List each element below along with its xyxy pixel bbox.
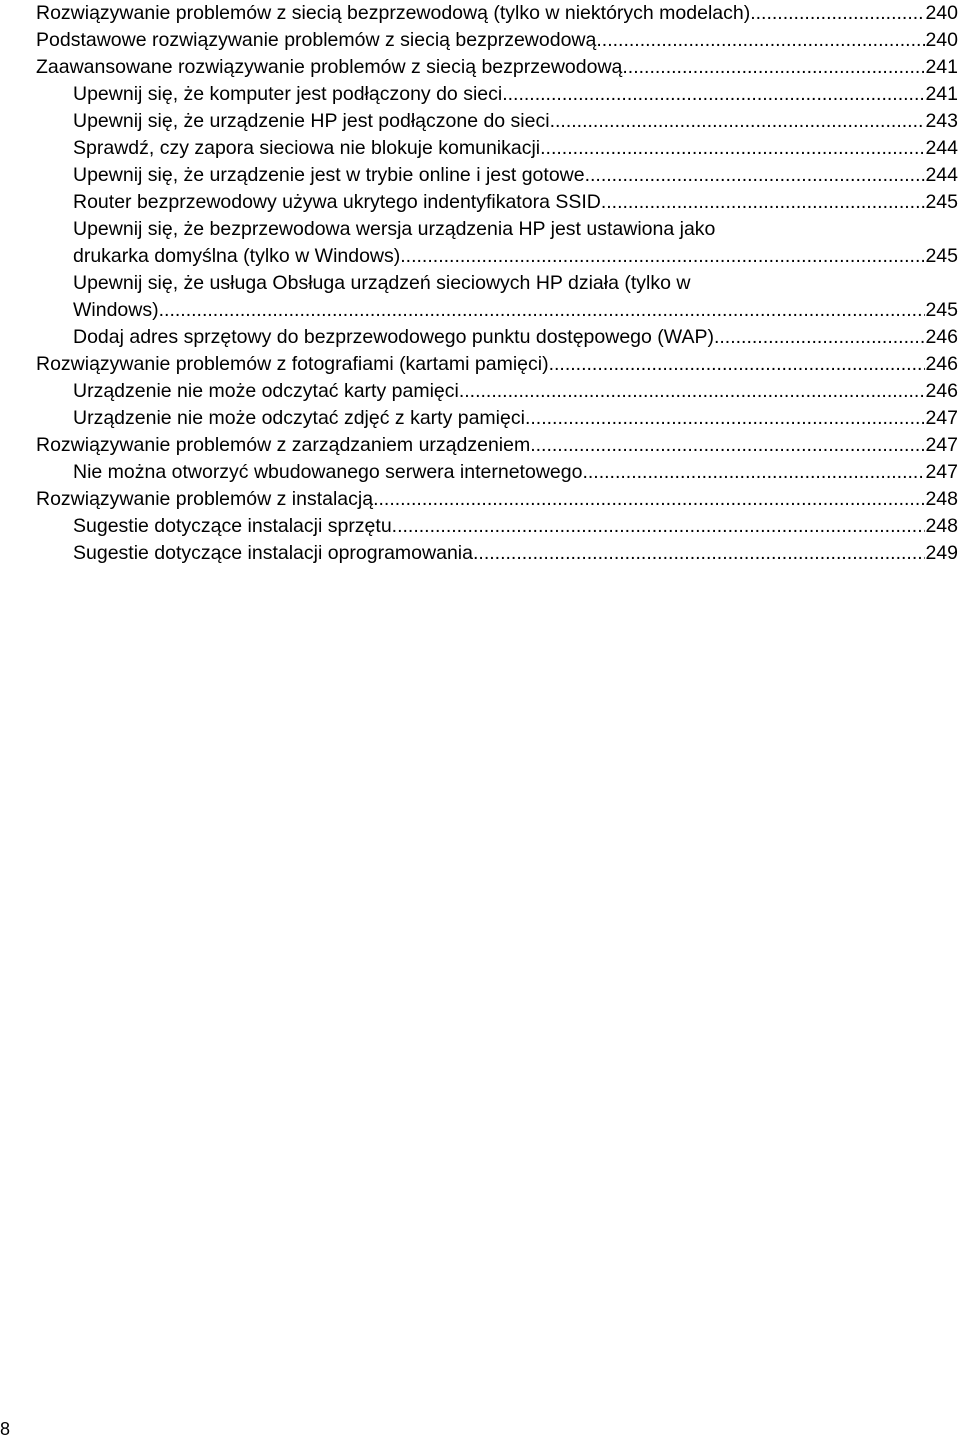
toc-entry-title: Dodaj adres sprzętowy do bezprzewodowego punktu dostępowego (WAP) bbox=[73, 326, 714, 348]
toc-dot-leader bbox=[585, 162, 926, 189]
toc-entry-title: Urządzenie nie może odczytać zdjęć z karty pamięci bbox=[73, 407, 525, 429]
toc-page-number: 245 bbox=[925, 245, 958, 267]
toc-dot-leader bbox=[400, 243, 925, 270]
toc-dot-leader bbox=[525, 405, 926, 432]
toc-dot-leader bbox=[392, 513, 926, 540]
toc-entry[interactable] bbox=[0, 270, 960, 324]
page-number: 8 bbox=[0, 1419, 11, 1439]
toc-entry-title: Sprawdź, czy zapora sieciowa nie blokuje komunikacji bbox=[73, 137, 541, 159]
toc-entry-title-line: drukarka domyślna (tylko w Windows) bbox=[73, 245, 401, 267]
toc-entry-title-line: Upewnij się, że usługa Obsługa urządzeń sieciowych HP działa (tylko w bbox=[73, 272, 691, 294]
toc-entry-title: Upewnij się, że komputer jest podłączony do sieci bbox=[73, 83, 503, 105]
toc-entry-title: Rozwiązywanie problemów z zarządzaniem urządzeniem bbox=[36, 434, 531, 456]
toc-page-number: 248 bbox=[925, 515, 958, 537]
toc-page-number: 247 bbox=[925, 407, 958, 429]
toc-page-number: 245 bbox=[925, 299, 958, 321]
toc-page-number: 247 bbox=[925, 461, 958, 483]
toc-entry-last-line bbox=[73, 297, 960, 324]
toc-entry-title: Zaawansowane rozwiązywanie problemów z siecią bezprzewodową bbox=[36, 56, 623, 78]
toc-entry-title: Router bezprzewodowy używa ukrytego indentyfikatora SSID bbox=[73, 191, 601, 213]
toc-page-number: 240 bbox=[925, 29, 958, 51]
toc-page-number: 245 bbox=[925, 191, 958, 213]
toc-entry[interactable] bbox=[0, 324, 960, 351]
toc-dot-leader bbox=[473, 540, 925, 567]
toc-entry[interactable] bbox=[0, 162, 960, 189]
toc-dot-leader bbox=[582, 459, 925, 486]
toc-entry-title: Podstawowe rozwiązywanie problemów z siecią bezprzewodową bbox=[36, 29, 597, 51]
toc-entry[interactable] bbox=[0, 405, 960, 432]
toc-dot-leader bbox=[714, 324, 925, 351]
toc-entry-title: Rozwiązywanie problemów z siecią bezprzewodową (tylko w niektórych modelach) bbox=[36, 2, 751, 24]
toc-entry[interactable] bbox=[0, 513, 960, 540]
toc-page-number: 246 bbox=[925, 326, 958, 348]
toc-dot-leader bbox=[530, 432, 925, 459]
toc-entry-title-block bbox=[73, 216, 960, 270]
toc-entry[interactable] bbox=[0, 0, 960, 27]
toc-page-number: 241 bbox=[925, 83, 958, 105]
toc-page-number: 248 bbox=[925, 488, 958, 510]
toc-entry-title-line: Upewnij się, że bezprzewodowa wersja urządzenia HP jest ustawiona jako bbox=[73, 218, 716, 240]
toc-dot-leader bbox=[550, 108, 926, 135]
toc-page-number: 243 bbox=[925, 110, 958, 132]
toc-dot-leader bbox=[502, 81, 925, 108]
toc-entry[interactable] bbox=[0, 108, 960, 135]
toc-dot-leader bbox=[459, 378, 926, 405]
toc-entry-title: Sugestie dotyczące instalacji sprzętu bbox=[73, 515, 392, 537]
toc-entry[interactable] bbox=[0, 81, 960, 108]
toc-page-number: 244 bbox=[925, 137, 958, 159]
toc-page-number: 246 bbox=[925, 380, 958, 402]
table-of-contents bbox=[0, 0, 960, 567]
toc-entry-title: Rozwiązywanie problemów z fotografiami (kartami pamięci) bbox=[36, 353, 549, 375]
toc-dot-leader bbox=[540, 135, 925, 162]
toc-page-number: 240 bbox=[925, 2, 958, 24]
toc-entry-title-line: Windows) bbox=[73, 299, 159, 321]
toc-entry[interactable] bbox=[0, 432, 960, 459]
toc-entry[interactable] bbox=[0, 378, 960, 405]
toc-entry-last-line bbox=[73, 243, 960, 270]
toc-entry-title-block bbox=[73, 270, 960, 324]
toc-dot-leader bbox=[549, 351, 926, 378]
toc-entry[interactable] bbox=[0, 486, 960, 513]
toc-entry[interactable] bbox=[0, 540, 960, 567]
toc-entry[interactable] bbox=[0, 459, 960, 486]
toc-entry[interactable] bbox=[0, 27, 960, 54]
toc-dot-leader bbox=[750, 0, 925, 27]
toc-entry-title: Rozwiązywanie problemów z instalacją bbox=[36, 488, 374, 510]
toc-entry[interactable] bbox=[0, 216, 960, 270]
toc-dot-leader bbox=[622, 54, 925, 81]
toc-page-number: 241 bbox=[925, 56, 958, 78]
toc-entry-title: Sugestie dotyczące instalacji oprogramowania bbox=[73, 542, 473, 564]
toc-dot-leader bbox=[159, 297, 926, 324]
toc-entry-title: Nie można otworzyć wbudowanego serwera internetowego bbox=[73, 461, 583, 483]
toc-page-number: 247 bbox=[925, 434, 958, 456]
toc-entry-title: Urządzenie nie może odczytać karty pamięci bbox=[73, 380, 459, 402]
toc-entry-title: Upewnij się, że urządzenie HP jest podłączone do sieci bbox=[73, 110, 550, 132]
toc-entry[interactable] bbox=[0, 135, 960, 162]
toc-entry[interactable] bbox=[0, 54, 960, 81]
toc-dot-leader bbox=[596, 27, 925, 54]
toc-dot-leader bbox=[373, 486, 925, 513]
toc-dot-leader bbox=[601, 189, 926, 216]
toc-page-number: 244 bbox=[925, 164, 958, 186]
toc-entry[interactable] bbox=[0, 189, 960, 216]
toc-page-number: 249 bbox=[925, 542, 958, 564]
toc-page-number: 246 bbox=[925, 353, 958, 375]
toc-entry-title: Upewnij się, że urządzenie jest w trybie online i jest gotowe bbox=[73, 164, 585, 186]
toc-entry[interactable] bbox=[0, 351, 960, 378]
